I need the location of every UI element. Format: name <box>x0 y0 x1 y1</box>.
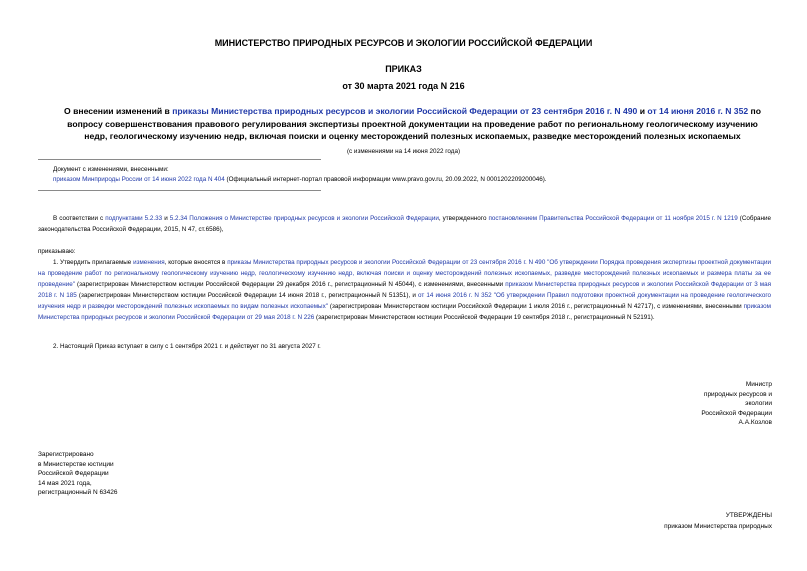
order-word: приказываю: <box>38 248 76 255</box>
signature-line: природных ресурсов и экологии <box>703 390 772 408</box>
changes-doc-line <box>53 175 547 185</box>
item-1-paragraph <box>38 257 771 323</box>
item-1-text: 1. Утвердить прилагаемые <box>53 259 134 266</box>
approval-block <box>660 510 772 532</box>
preamble-text: В соответствии с <box>53 215 106 222</box>
registration-line: Российской Федерации <box>38 470 109 478</box>
link-order-490[interactable]: приказы Министерства природных ресурсов и экологии Российской Федерации от 23 сентября 2016 г. N 490 "Об утверждении Порядка проведения экспертизы проектной документации на проведение работ по региональному геологическому изучению недр, геологическому изучению недр, включая поиски и оценку месторождений полезных ископаемых, разведке месторождений полезных ископаемых и размера платы за ее проведение" <box>38 259 771 288</box>
title-text: по вопросу совершенствования правового регулирования экспертизы проектной документации на проведение работ по региональному геологическому изучению недр, геологическому изучению недр, включая поиски и оценку месторождений полезных ископаемых, разведке месторождений полезных ископаемых <box>67 106 761 141</box>
date-number-heading: от 30 марта 2021 года N 216 <box>342 81 465 91</box>
item-1-text: (зарегистрирован Министерством юстиции Российской Федерации 29 декабря 2016 г., регистрационный N 45044), с изменениями, внесенными <box>74 281 506 288</box>
link-ministry-regulation[interactable]: 5.2.34 Положения о Министерстве природных ресурсов и экологии Российской Федерации <box>169 215 439 222</box>
item-1-text: (зарегистрирован Министерством юстиции Российской Федерации 19 сентября 2018 г., регистрационный N 52191). <box>314 314 655 321</box>
revision-note: (с изменениями на 14 июня 2022 года) <box>346 148 461 155</box>
preamble-paragraph <box>38 213 771 235</box>
link-order-352[interactable]: от 14 июня 2016 г. N 352 "Об утверждении Правил подготовки проектной документации на проведение геологического изучения недр и разведки месторождений полезных ископаемых по видам полезных ископаемых" <box>38 292 771 310</box>
document-title <box>55 105 770 143</box>
changes-doc-link[interactable]: приказом Минприроды России от 14 июня 2022 года N 404 <box>53 176 225 183</box>
title-text: и <box>637 106 648 116</box>
signature-line: Министр <box>745 381 772 388</box>
title-text: О внесении изменений в <box>64 106 173 116</box>
signature-name: А.А.Козлов <box>738 419 772 427</box>
signature-block <box>676 380 772 428</box>
ministry-heading: МИНИСТЕРСТВО ПРИРОДНЫХ РЕСУРСОВ И ЭКОЛОГИИ РОССИЙСКОЙ ФЕДЕРАЦИИ <box>214 38 593 48</box>
preamble-text: (Собрание законодательства Российской Федерации, 2015, N 47, ст.6586), <box>38 215 771 233</box>
item-1-text: (зарегистрирован Министерством юстиции Российской Федерации 14 июня 2018 г., регистрационный N 51351), и <box>76 292 418 299</box>
approval-line: приказом Министерства природных <box>664 523 772 530</box>
item-1-text: , которые вносятся в <box>164 259 228 266</box>
changes-doc-label: Документ с изменениями, внесенными: <box>53 166 169 173</box>
registration-line: в Министерстве юстиции <box>38 460 114 468</box>
doc-type-heading: ПРИКАЗ <box>385 64 422 74</box>
link-subpoints-5-2-33[interactable]: подпунктами 5.2.33 <box>105 215 163 222</box>
signature-line: Российской Федерации <box>701 409 772 417</box>
registration-date: 14 мая 2021 года, <box>38 479 92 487</box>
preamble-text: и <box>162 215 170 222</box>
preamble-text: , утвержденного <box>438 215 489 222</box>
link-government-decree-1219[interactable]: постановлением Правительства Российской Федерации от 11 ноября 2015 г. N 1219 <box>488 215 738 222</box>
registration-line: Зарегистрировано <box>38 451 94 458</box>
divider-bottom <box>38 190 321 191</box>
changes-doc-rest: (Официальный интернет-портал правовой информации www.pravo.gov.ru, 20.09.2022, N 0001202209200046). <box>224 176 547 183</box>
item-1-text: (зарегистрирован Министерством юстиции Российской Федерации 1 июля 2016 г., регистрационный N 42717), с изменениями, внесенными <box>327 303 744 310</box>
link-order-185[interactable]: приказом Министерства природных ресурсов и экологии Российской Федерации от 3 мая 2018 г. N 185 <box>38 281 771 299</box>
title-link-orders-490[interactable]: приказы Министерства природных ресурсов и экологии Российской Федерации от 23 сентября 2016 г. N 490 <box>172 106 638 116</box>
approval-heading: УТВЕРЖДЕНЫ <box>725 512 772 519</box>
divider-top <box>38 159 321 160</box>
registration-number: регистрационный N 63426 <box>38 489 118 497</box>
title-link-order-352[interactable]: от 14 июня 2016 г. N 352 <box>647 106 749 116</box>
link-order-226[interactable]: приказом Министерства природных ресурсов и экологии Российской Федерации от 29 мая 2018 г. N 226 <box>38 303 771 321</box>
registration-block <box>38 450 118 498</box>
item-2-paragraph: 2. Настоящий Приказ вступает в силу с 1 сентября 2021 г. и действует по 31 августа 2027 г. <box>53 343 321 350</box>
link-changes[interactable]: изменения <box>133 259 165 266</box>
